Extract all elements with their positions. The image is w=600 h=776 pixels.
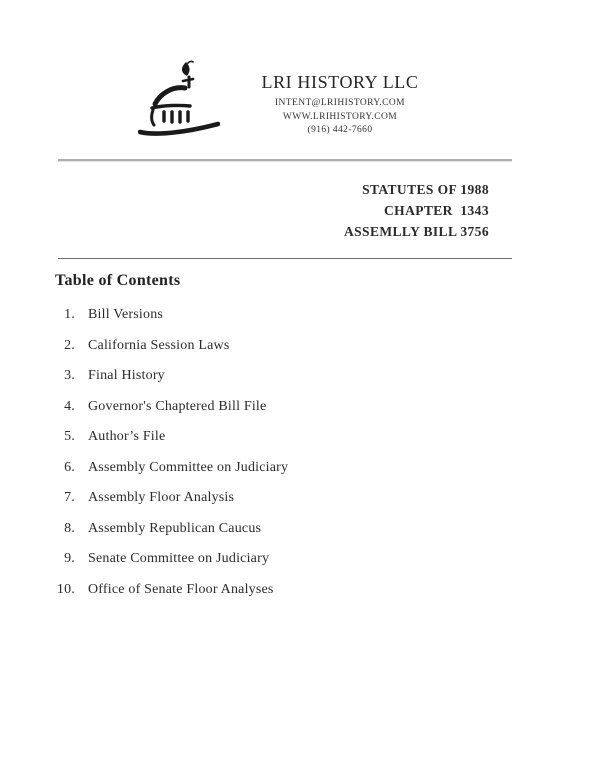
toc-item <box>55 453 288 484</box>
toc-item-number: 5. <box>64 429 75 444</box>
toc-item-label: Governor's Chaptered Bill File <box>88 398 267 414</box>
divider-bottom <box>58 258 512 259</box>
toc-item-label: Final History <box>88 368 165 383</box>
toc-item-number: 10. <box>56 581 75 597</box>
toc-item-label: Bill Versions <box>88 307 164 322</box>
toc-item <box>55 544 288 575</box>
toc-item-label: Assembly Floor Analysis <box>88 490 235 505</box>
toc-item <box>55 392 288 423</box>
toc-item-label: Office of Senate Floor Analyses <box>88 581 274 597</box>
toc-item-number: 9. <box>64 551 75 566</box>
toc-item <box>55 300 288 331</box>
toc-item-number: 8. <box>64 520 75 536</box>
toc-item-label: Assembly Committee on Judiciary <box>88 459 289 475</box>
toc-item <box>55 422 288 453</box>
letterhead <box>138 60 446 138</box>
toc-item-number: 7. <box>64 490 75 505</box>
statutes-line: STATUTES OF 1988 <box>362 182 489 197</box>
letterhead-text <box>234 72 446 138</box>
toc-item-label: Assembly Republican Caucus <box>88 520 262 536</box>
bill-reference-block <box>344 179 489 242</box>
toc-title: Table of Contents <box>55 272 181 289</box>
toc-item-number: 6. <box>64 459 75 475</box>
company-website: WWW.LRIHISTORY.COM <box>282 111 398 122</box>
toc-item-number: 4. <box>64 398 75 414</box>
toc-item <box>55 483 288 514</box>
toc-item <box>55 361 288 392</box>
toc-item-number: 2. <box>64 337 75 353</box>
toc-item-number: 3. <box>64 368 75 383</box>
company-email: INTENT@LRIHISTORY.COM <box>274 98 405 108</box>
company-name: LRI HISTORY LLC <box>261 72 419 92</box>
assembly-bill-line: ASSEMLLY BILL 3756 <box>343 224 489 239</box>
toc-item-label: Author’s File <box>88 429 166 444</box>
toc-item <box>55 514 288 545</box>
toc-list <box>55 300 288 605</box>
toc-item-label: Senate Committee on Judiciary <box>88 551 270 566</box>
toc-item-label: California Session Laws <box>88 337 230 353</box>
company-phone: (916) 442-7660 <box>307 125 373 135</box>
toc-item <box>55 331 288 362</box>
divider-top <box>58 159 512 161</box>
chapter-line: CHAPTER 1343 <box>384 203 489 218</box>
toc-item <box>55 575 288 606</box>
toc-item-number: 1. <box>64 307 75 322</box>
capitol-dome-logo-icon <box>138 60 220 138</box>
